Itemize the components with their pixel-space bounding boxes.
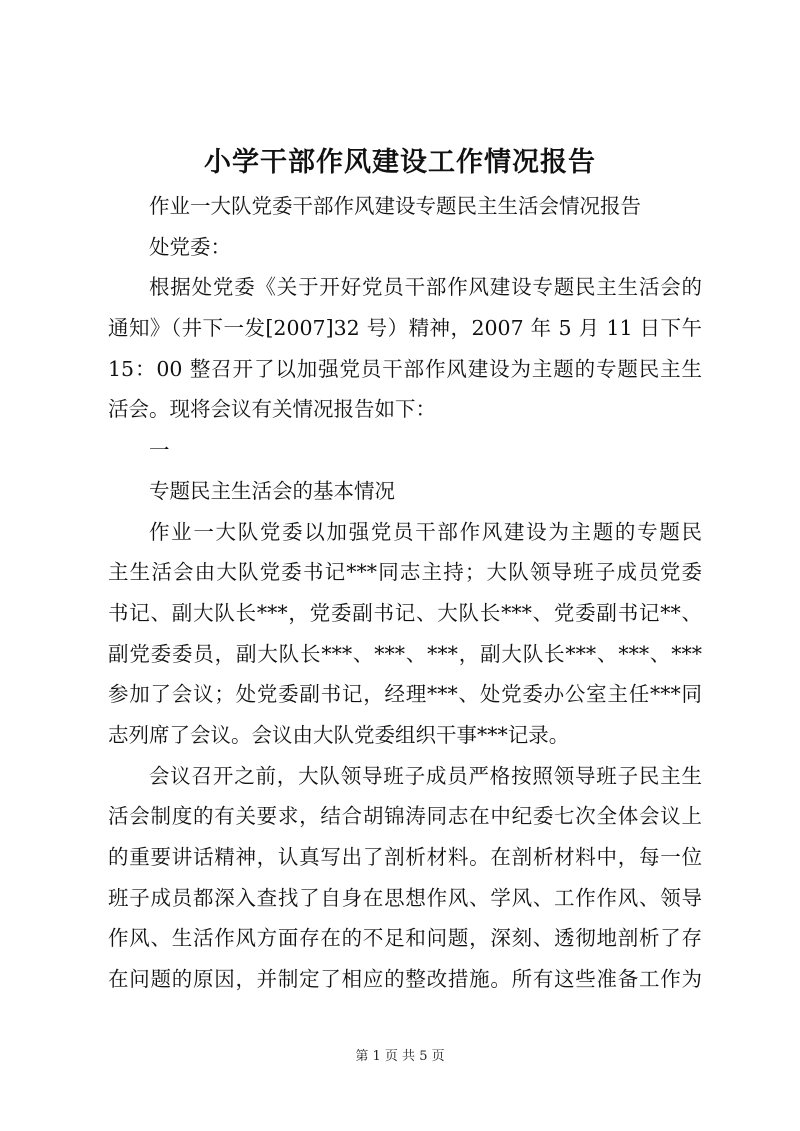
paragraph-line: 的重要讲话精神，认真写出了剖析材料。在剖析材料中，每一位 — [108, 845, 702, 869]
subtitle: 作业一大队党委干部作风建设专题民主生活会情况报告 — [149, 194, 641, 218]
paragraph-line: 会议召开之前，大队领导班子成员严格按照领导班子民主生 — [149, 763, 702, 788]
paragraph-line: 副党委委员，副大队长***、***、***，副大队长***、***、*** — [108, 641, 702, 666]
paragraph-line: 主生活会由大队党委书记***同志主持；大队领导班子成员党委 — [108, 560, 702, 585]
paragraph-line: 参加了会议；处党委副书记，经理***、处党委办公室主任***同 — [108, 682, 702, 707]
paragraph-line: 作业一大队党委以加强党员干部作风建设为主题的专题民 — [149, 519, 702, 544]
paragraph-line: 志列席了会议。会议由大队党委组织干事***记录。 — [108, 722, 570, 747]
document-title: 小学干部作风建设工作情况报告 — [204, 147, 596, 178]
paragraph-line: 活会。现将会议有关情况报告如下： — [108, 397, 436, 422]
page-footer: 第 1 页 共 5 页 — [355, 1049, 445, 1064]
paragraph-line: 班子成员都深入查找了自身在思想作风、学风、工作作风、领导 — [108, 885, 702, 910]
section-number: 一 — [149, 438, 170, 463]
section-heading: 专题民主生活会的基本情况 — [149, 478, 395, 503]
paragraph-line: 作风、生活作风方面存在的不足和问题，深刻、透彻地剖析了存 — [108, 926, 702, 951]
paragraph-line: 书记、副大队长***，党委副书记、大队长***、党委副书记**、 — [108, 600, 702, 625]
document-body — [108, 186, 702, 1000]
paragraph-line: 15：00 整召开了以加强党员干部作风建设为主题的专题民主生 — [108, 356, 702, 381]
paragraph-line: 根据处党委《关于开好党员干部作风建设专题民主生活会的 — [149, 275, 702, 300]
paragraph-line: 活会制度的有关要求，结合胡锦涛同志在中纪委七次全体会议上 — [108, 804, 702, 829]
paragraph-line: 在问题的原因，并制定了相应的整改措施。所有这些准备工作为 — [108, 967, 702, 992]
salutation: 处党委： — [149, 234, 231, 259]
paragraph-line: 通知》（井下一发[2007]32 号）精神，2007 年 5 月 11 日下午 — [108, 316, 702, 341]
